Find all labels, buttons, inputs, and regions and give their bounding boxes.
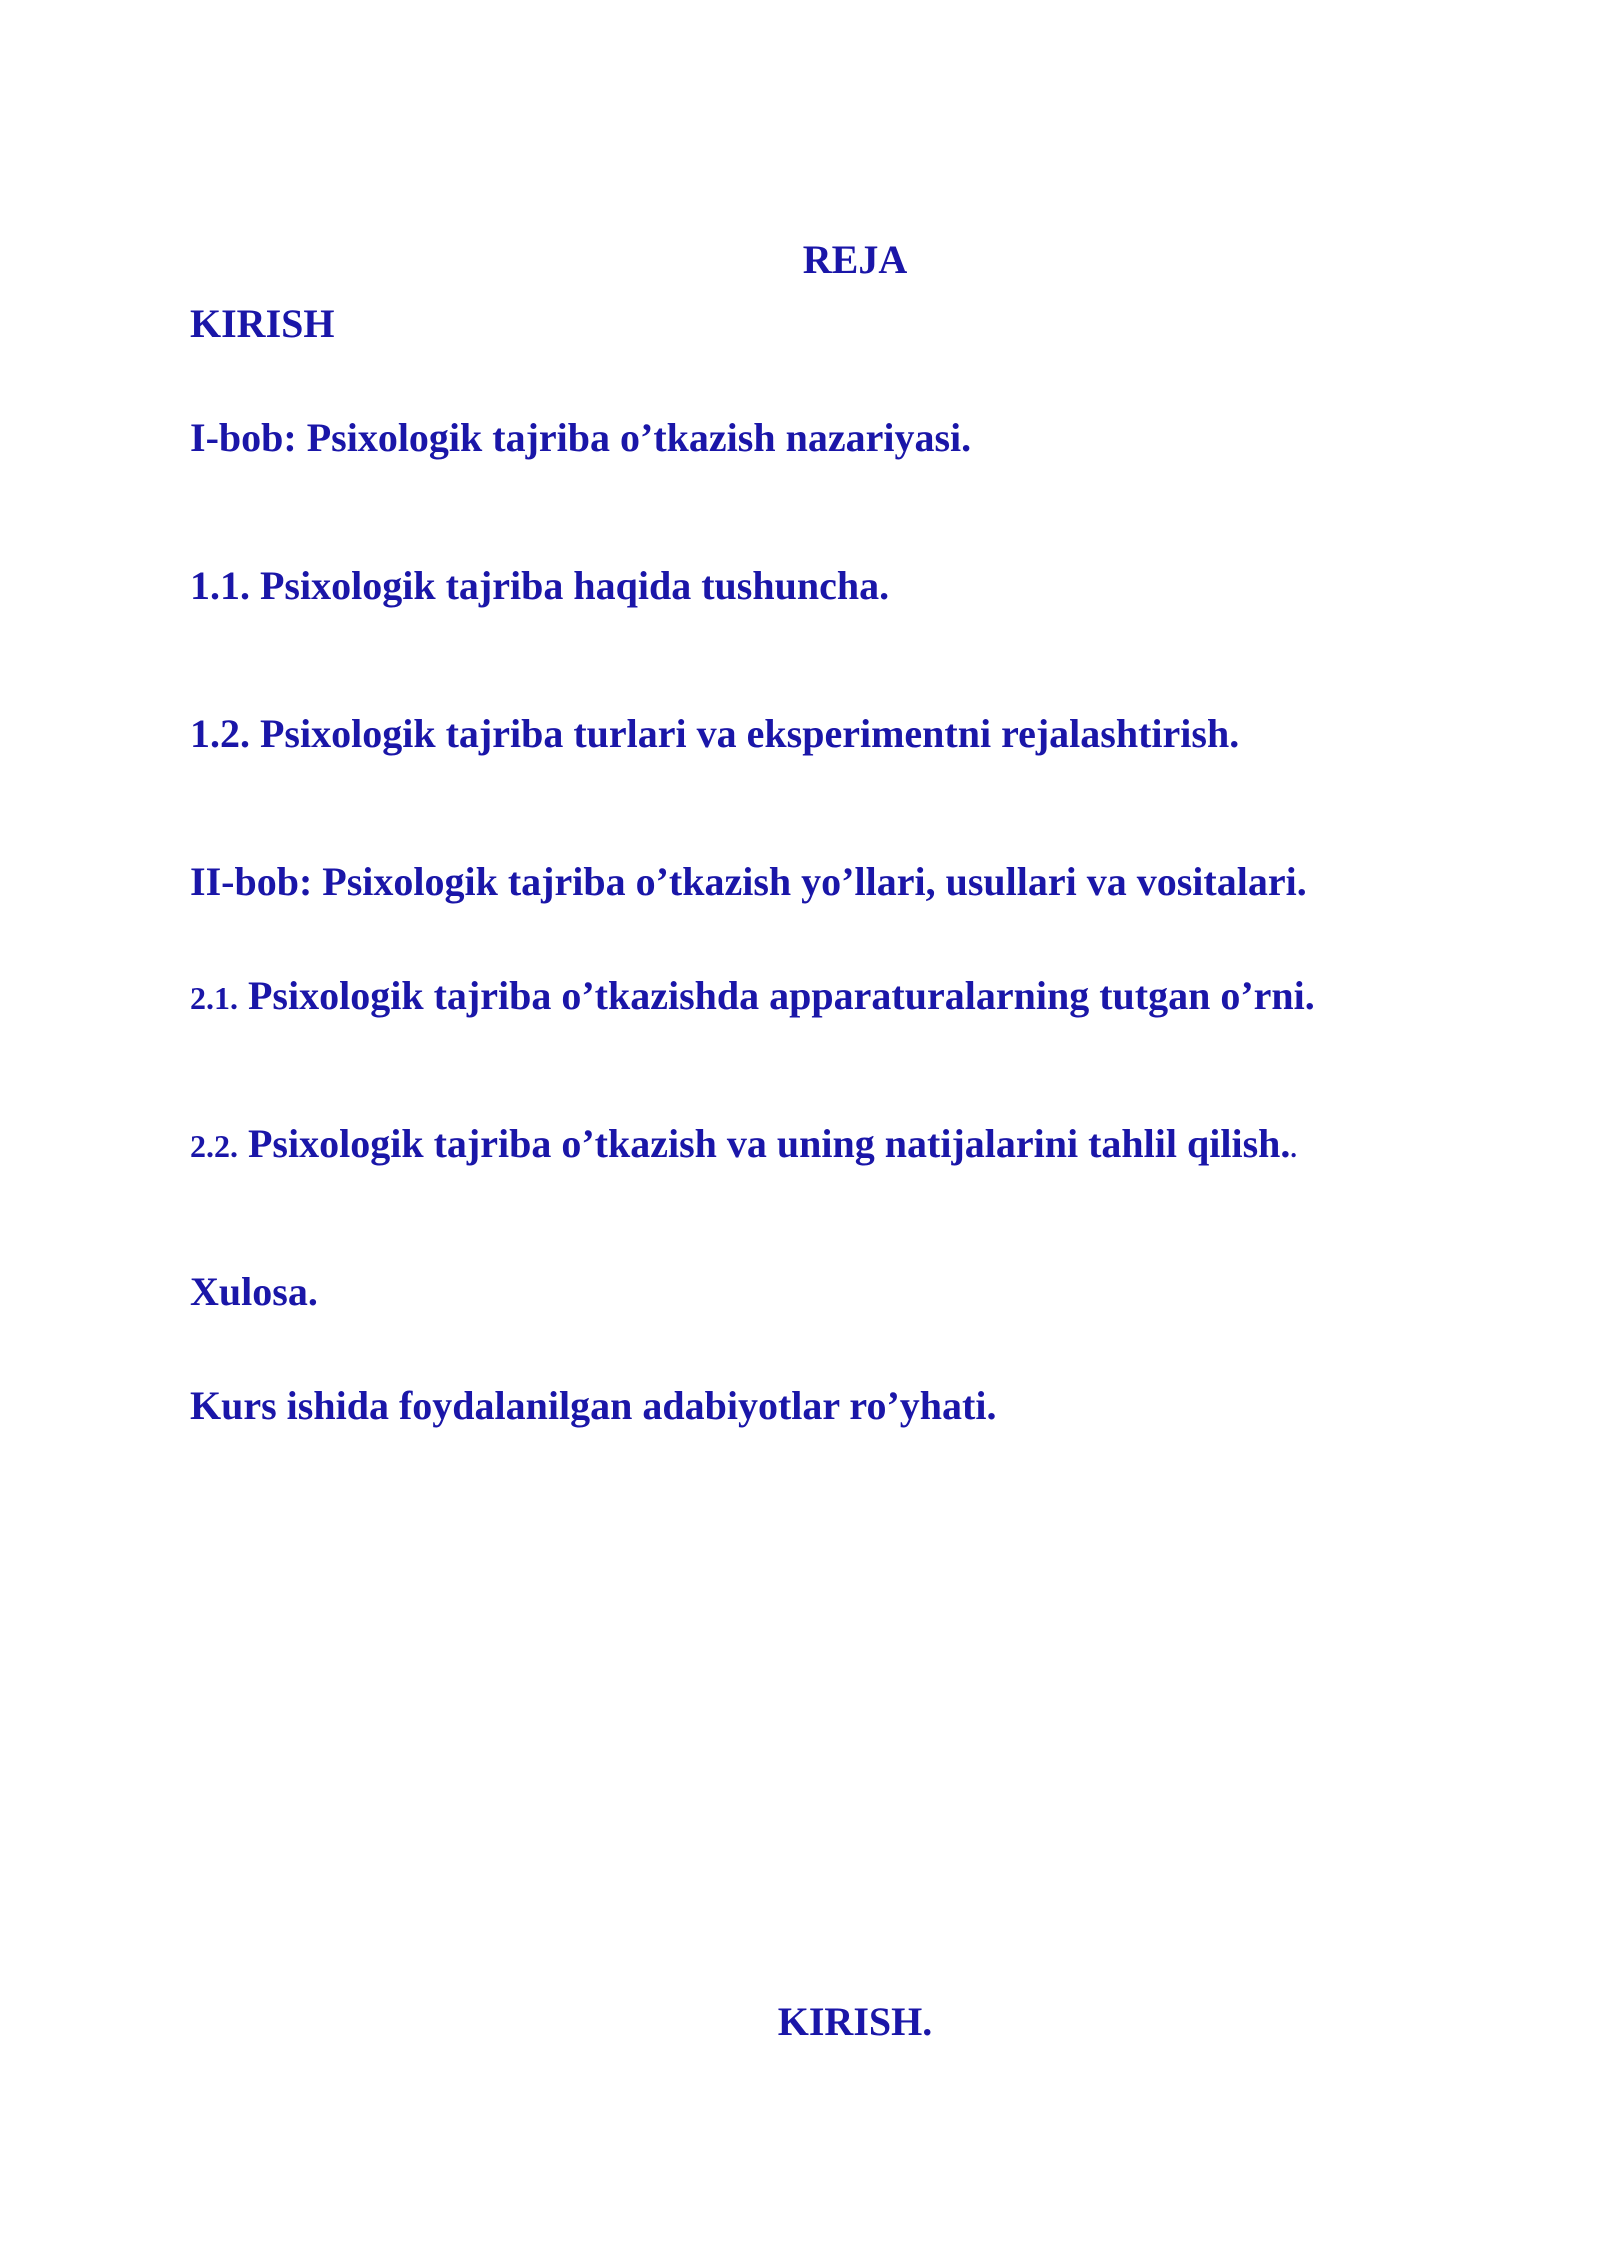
plan-item-2-1-text: Psixologik tajriba o’tkazishda apparaturalarning tutgan o’rni. (248, 973, 1315, 1018)
plan-item-1-2: 1.2. Psixologik tajriba turlari va eksperimentni rejalashtirish. (190, 711, 1240, 756)
plan-item-2-2-number: 2.2. (190, 1128, 238, 1164)
plan-item-2-2-text: Psixologik tajriba o’tkazish va uning natijalarini tahlil qilish. (248, 1121, 1291, 1166)
plan-item-2-1-number: 2.1. (190, 980, 238, 1016)
plan-item-references: Kurs ishida foydalanilgan adabiyotlar ro’yhati. (190, 1383, 997, 1428)
plan-item-1-1: 1.1. Psixologik tajriba haqida tushuncha. (190, 563, 890, 608)
plan-item-conclusion: Xulosa. (190, 1269, 318, 1314)
section-heading-kirish: KIRISH. (777, 1999, 933, 2044)
plan-heading: REJA (802, 237, 908, 282)
plan-item-intro: KIRISH (190, 301, 335, 346)
plan-item-2-2 (190, 1120, 1297, 1173)
plan-item-2-2-trailing: . (1290, 1134, 1297, 1163)
plan-chapter-2: II-bob: Psixologik tajriba o’tkazish yo’llari, usullari va vositalari. (190, 859, 1307, 904)
plan-item-2-1 (190, 972, 1315, 1022)
plan-chapter-1: I-bob: Psixologik tajriba o’tkazish nazariyasi. (190, 415, 972, 460)
